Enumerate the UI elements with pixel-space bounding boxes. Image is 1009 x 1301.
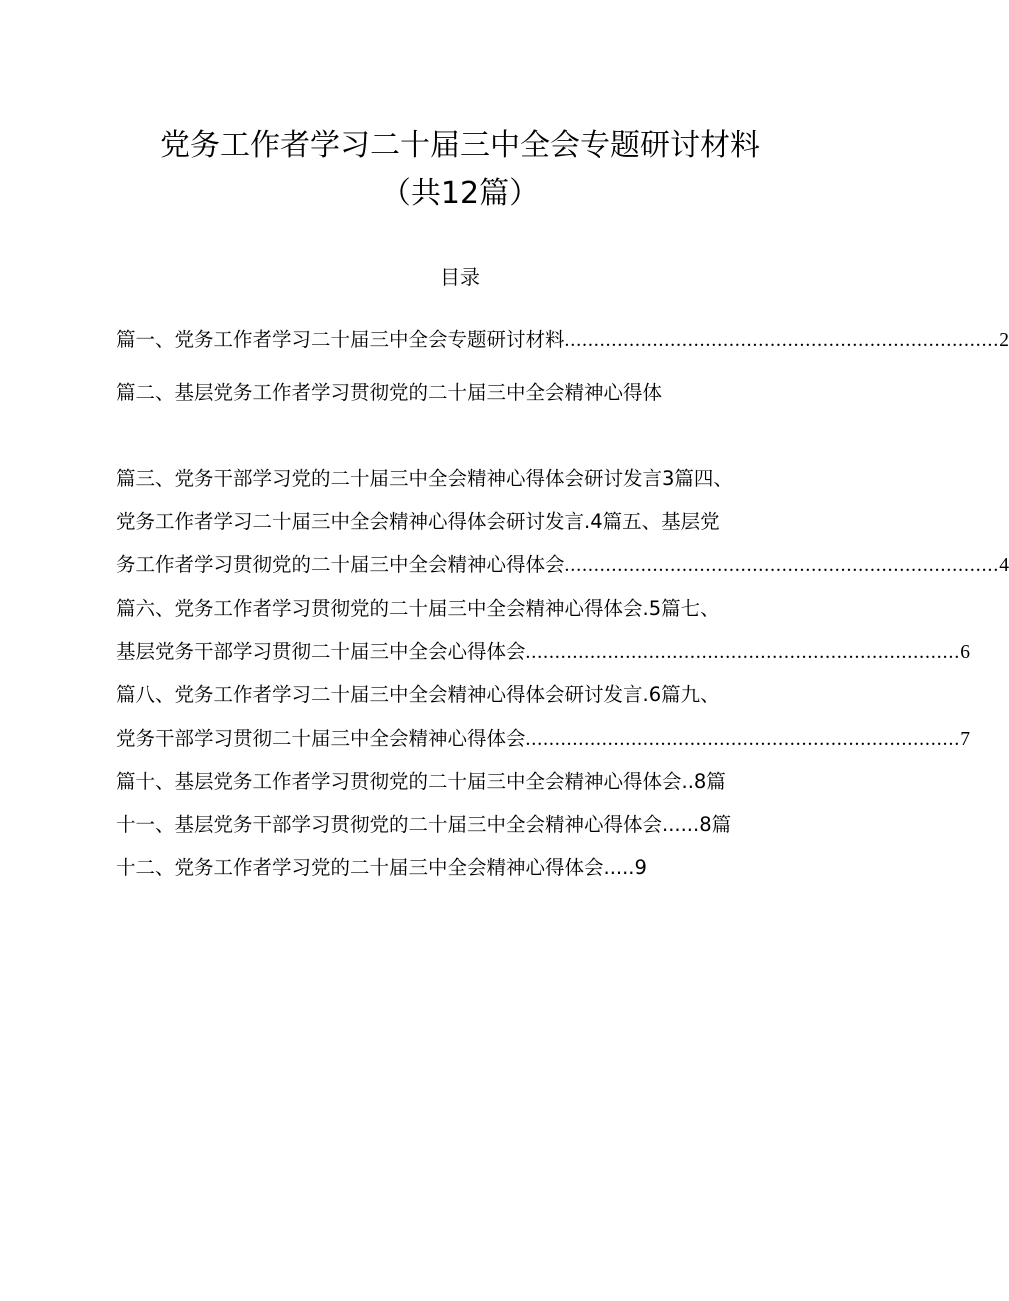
toc-line-6[interactable] [116,594,720,624]
toc-line-8-text: 篇八、党务工作者学习二十届三中全会精神心得体会研讨发言.6篇九、 [116,683,720,706]
toc-line-7-leader: .......................................................................... [525,642,961,663]
toc-entry-1-page: 2 [999,330,1009,351]
toc-line-7[interactable] [116,637,971,668]
toc-line-10[interactable] [116,767,726,797]
toc-entry-1-text: 篇一、党务工作者学习二十届三中全会专题研讨材料 [116,328,565,351]
toc-entry-1-leader: .......................................................................... [564,330,1000,351]
toc-entry-2[interactable] [116,378,662,408]
toc-line-4-text: 党务工作者学习二十届三中全会精神心得体会研讨发言.4篇五、基层党 [116,510,720,533]
toc-line-9-page: 7 [960,729,971,750]
document-title: 党务工作者学习二十届三中全会专题研讨材料 [160,128,760,163]
toc-line-10-text: 篇十、基层党务工作者学习贯彻党的二十届三中全会精神心得体会..8篇 [116,770,726,793]
toc-line-5[interactable] [116,550,1009,581]
toc-line-3-text: 篇三、党务干部学习党的二十届三中全会精神心得体会研讨发言3篇四、 [116,467,733,490]
toc-line-7-text: 基层党务干部学习贯彻二十届三中全会心得体会 [116,640,526,663]
toc-line-5-leader: .......................................................................... [564,555,1000,576]
toc-line-5-page: 4 [999,555,1009,576]
toc-line-3[interactable] [116,464,733,494]
toc-line-12-text: 十二、党务工作者学习党的二十届三中全会精神心得体会.....9 [116,856,647,879]
document-subtitle: （共12篇） [380,176,540,211]
toc-heading: 目录 [440,265,480,289]
toc-line-9-text: 党务干部学习贯彻二十届三中全会精神心得体会 [116,727,526,750]
toc-line-4[interactable] [116,507,720,537]
toc-line-9[interactable] [116,724,971,755]
toc-line-11-text: 十一、基层党务干部学习贯彻党的二十届三中全会精神心得体会......8篇 [116,813,732,836]
toc-entry-2-text: 篇二、基层党务工作者学习贯彻党的二十届三中全会精神心得体 [116,381,663,404]
toc-line-6-text: 篇六、党务工作者学习贯彻党的二十届三中全会精神心得体会.5篇七、 [116,597,720,620]
toc-line-8[interactable] [116,680,720,710]
toc-line-7-page: 6 [960,642,971,663]
toc-line-9-leader: .......................................................................... [525,729,961,750]
toc-line-5-text: 务工作者学习贯彻党的二十届三中全会精神心得体会 [116,553,565,576]
toc-entry-1[interactable] [116,325,1009,356]
toc-line-12[interactable] [116,853,647,883]
toc-line-11[interactable] [116,810,731,840]
